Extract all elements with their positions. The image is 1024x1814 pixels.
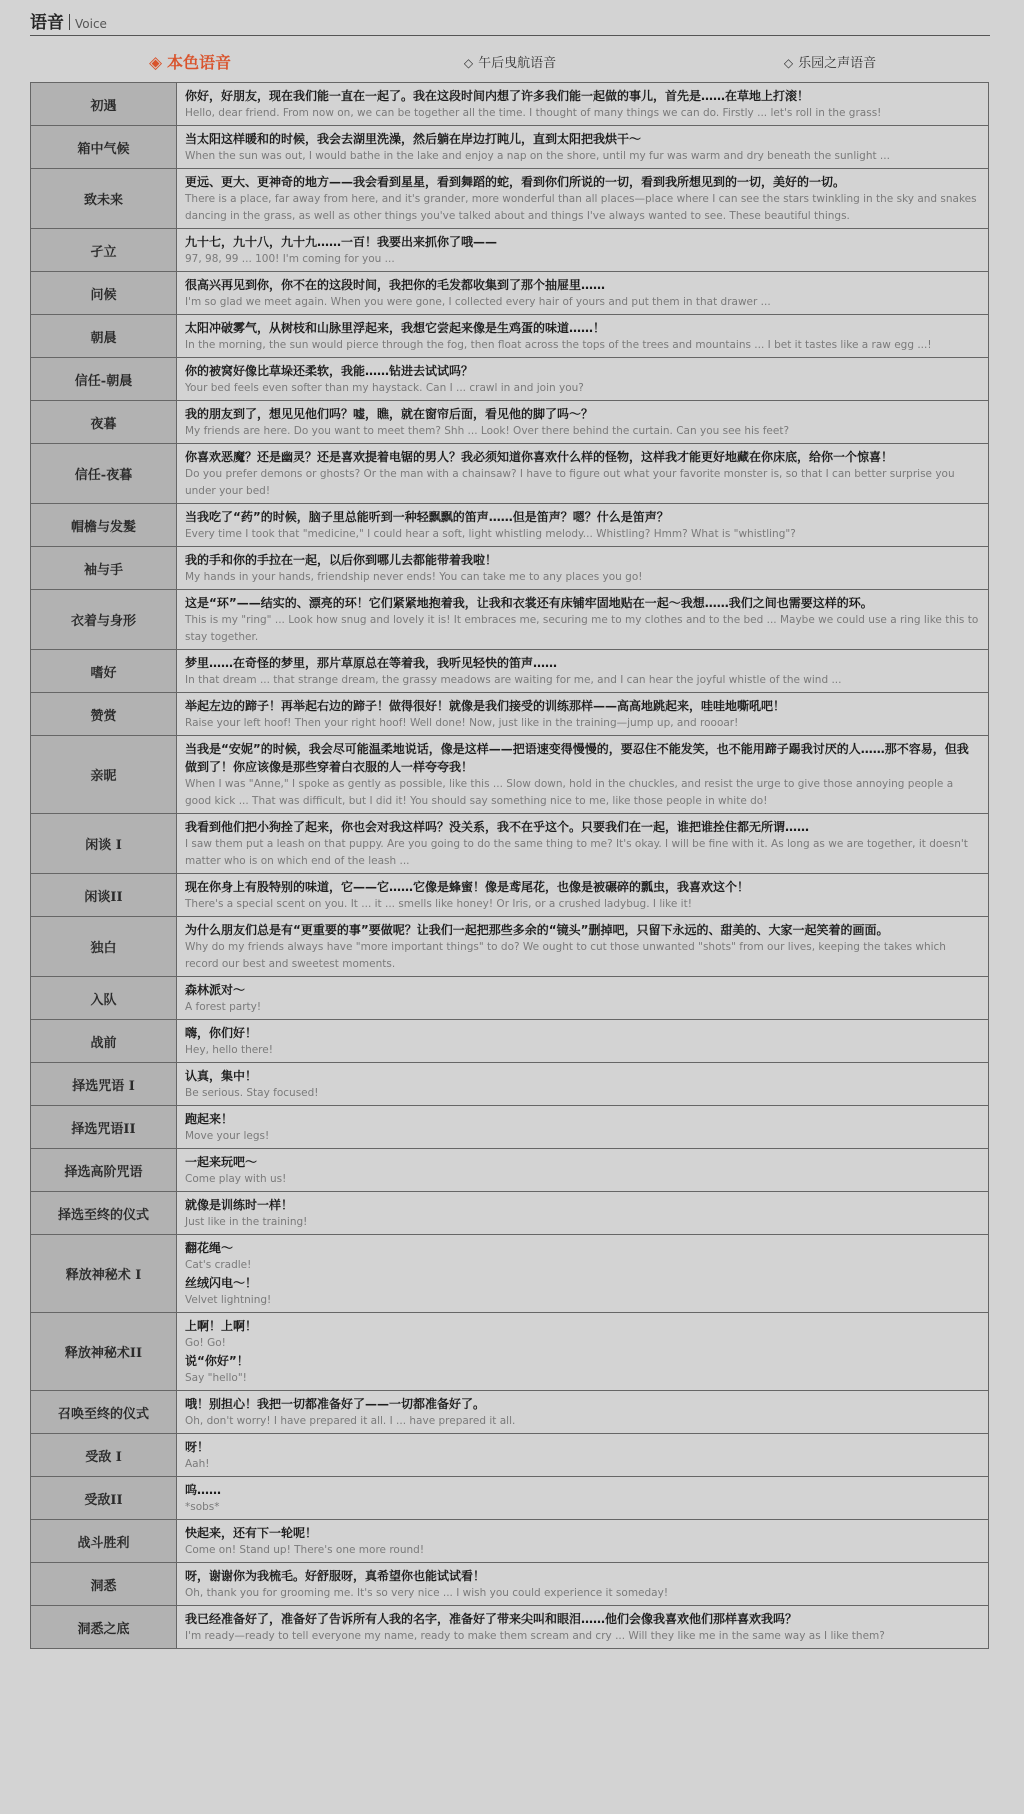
voice-name: 袖与手 <box>31 547 177 590</box>
voice-name: 帽檐与发髮 <box>31 504 177 547</box>
table-row <box>31 1235 989 1313</box>
voice-lines <box>177 1563 989 1606</box>
table-row <box>31 693 989 736</box>
voice-line-en: This is my "ring" ... Look how snug and lovely it is! It embraces me, securing me to my clothes and to the bed ... Maybe we could use a ring like this to stay together. <box>185 614 979 643</box>
voice-line-en: Raise your left hoof! Then your right hoof! Well done! Now, just like in the training—jump up, and roooar! <box>185 717 739 729</box>
voice-line-en: In that dream ... that strange dream, the grassy meadows are waiting for me, and I can hear the joyful whistle of the wind ... <box>185 674 842 686</box>
voice-line-cn: 森林派对～ <box>185 983 246 997</box>
voice-name: 受敌 I <box>31 1434 177 1477</box>
voice-name: 箱中气候 <box>31 126 177 169</box>
voice-line-en: Hello, dear friend. From now on, we can be together all the time. I thought of many things we can do. Firstly ... let's roll in the grass! <box>185 107 882 119</box>
voice-line-en: When the sun was out, I would bathe in the lake and enjoy a nap on the shore, until my fur was warm and dry beneath the sunlight ... <box>185 150 890 162</box>
voice-name: 闲谈 I <box>31 814 177 874</box>
voice-name: 择选咒语 I <box>31 1063 177 1106</box>
voice-line-en: In the morning, the sun would pierce through the fog, then float across the tops of the trees and mountains ... I bet it tastes like a raw egg ...! <box>185 339 932 351</box>
tab-voice-1[interactable] <box>350 52 670 71</box>
table-row <box>31 1434 989 1477</box>
voice-line-en: 97, 98, 99 ... 100! I'm coming for you ... <box>185 253 395 265</box>
voice-line-cn: 呀，谢谢你为我梳毛。好舒服呀，真希望你也能试试看！ <box>185 1569 486 1583</box>
voice-line-en: Be serious. Stay focused! <box>185 1087 319 1099</box>
voice-name: 洞悉 <box>31 1563 177 1606</box>
voice-lines <box>177 590 989 650</box>
voice-lines <box>177 693 989 736</box>
voice-line-cn: 现在你身上有股特别的味道，它——它……它像是蜂蜜！像是鸢尾花，也像是被碾碎的瓢虫，我喜欢这个！ <box>185 880 750 894</box>
voice-line-en: Every time I took that "medicine," I could hear a soft, light whistling melody... Whistling? Hmm? What is "whistling"? <box>185 528 796 540</box>
voice-line-cn: 我看到他们把小狗拴了起来，你也会对我这样吗？没关系，我不在乎这个。只要我们在一起，谁把谁拴住都无所谓…… <box>185 820 810 834</box>
voice-line-cn: 丝绒闪电～！ <box>185 1276 258 1290</box>
table-row <box>31 1063 989 1106</box>
voice-lines <box>177 504 989 547</box>
voice-lines <box>177 1391 989 1434</box>
voice-lines <box>177 1606 989 1649</box>
voice-lines <box>177 814 989 874</box>
voice-line-en: Oh, thank you for grooming me. It's so very nice ... I wish you could experience it someday! <box>185 1587 669 1599</box>
voice-line-cn: 当太阳这样暖和的时候，我会去湖里洗澡，然后躺在岸边打盹儿，直到太阳把我烘干～ <box>185 132 642 146</box>
voice-lines <box>177 1192 989 1235</box>
voice-tabs <box>30 44 990 78</box>
table-row <box>31 229 989 272</box>
table-row <box>31 169 989 229</box>
table-row <box>31 1391 989 1434</box>
voice-lines <box>177 547 989 590</box>
voice-lines <box>177 874 989 917</box>
table-row <box>31 917 989 977</box>
voice-line-cn: 你喜欢恶魔？还是幽灵？还是喜欢提着电锯的男人？我必须知道你喜欢什么样的怪物，这样我才能更好地藏在你床底，给你一个惊喜！ <box>185 450 894 464</box>
voice-line-en: I'm so glad we meet again. When you were gone, I collected every hair of yours and put them in that drawer ... <box>185 296 771 308</box>
voice-lines <box>177 917 989 977</box>
voice-name: 夜暮 <box>31 401 177 444</box>
table-row <box>31 590 989 650</box>
voice-line-cn: 九十七，九十八，九十九……一百！我要出来抓你了哦—— <box>185 235 498 249</box>
section-subtitle: Voice <box>75 17 107 31</box>
voice-line-cn: 说“你好”！ <box>185 1354 249 1368</box>
table-row <box>31 444 989 504</box>
voice-line-en: Oh, don't worry! I have prepared it all. I ... have prepared it all. <box>185 1415 516 1427</box>
voice-line-en: Just like in the training! <box>185 1216 308 1228</box>
voice-lines <box>177 1520 989 1563</box>
voice-lines <box>177 229 989 272</box>
table-row <box>31 1106 989 1149</box>
voice-line-en: Come on! Stand up! There's one more round! <box>185 1544 425 1556</box>
voice-name: 信任-夜暮 <box>31 444 177 504</box>
voice-line-en: My hands in your hands, friendship never ends! You can take me to any places you go! <box>185 571 643 583</box>
title-divider <box>69 14 70 30</box>
voice-name: 初遇 <box>31 83 177 126</box>
voice-name: 释放神秘术 I <box>31 1235 177 1313</box>
voice-line-cn: 跑起来！ <box>185 1112 234 1126</box>
voice-line-en: A forest party! <box>185 1001 262 1013</box>
voice-line-en: Why do my friends always have "more important things" to do? We ought to cut those unwanted "shots" from our lives, keeping the takes which record our best and sweetest moments. <box>185 941 946 970</box>
voice-lines <box>177 1149 989 1192</box>
voice-line-en: Come play with us! <box>185 1173 287 1185</box>
diamond-icon: ◈ <box>148 52 163 73</box>
voice-line-en: When I was "Anne," I spoke as gently as possible, like this ... Slow down, hold in the chuckles, and resist the urge to give those annoying people a good kick ... That was difficult, but I did it! You should say something nice to me, like those people in white do! <box>185 778 954 807</box>
voice-name: 闲谈II <box>31 874 177 917</box>
table-row <box>31 874 989 917</box>
voice-lines <box>177 444 989 504</box>
voice-line-en: *sobs* <box>185 1501 220 1513</box>
voice-lines <box>177 358 989 401</box>
voice-line-cn: 更远、更大、更神奇的地方——我会看到星星，看到舞蹈的蛇，看到你们所说的一切，看到我所想见到的一切，美好的一切。 <box>185 175 846 189</box>
voice-line-cn: 翻花绳～ <box>185 1241 234 1255</box>
voice-line-cn: 太阳冲破雾气，从树枝和山脉里浮起来，我想它尝起来像是生鸡蛋的味道……！ <box>185 321 606 335</box>
table-row <box>31 977 989 1020</box>
table-row <box>31 358 989 401</box>
voice-table <box>30 82 989 1649</box>
voice-name: 孑立 <box>31 229 177 272</box>
voice-line-cn: 梦里……在奇怪的梦里，那片草原总在等着我，我听见轻快的笛声…… <box>185 656 558 670</box>
voice-lines <box>177 1020 989 1063</box>
voice-line-cn: 一起来玩吧～ <box>185 1155 258 1169</box>
table-row <box>31 1477 989 1520</box>
voice-line-en: I saw them put a leash on that puppy. Are you going to do the same thing to me? It's okay. I will be fine with it. As long as we are together, it doesn't matter who is on which end of the leash ... <box>185 838 968 867</box>
voice-line-en: Say "hello"! <box>185 1372 247 1384</box>
voice-name: 洞悉之底 <box>31 1606 177 1649</box>
voice-line-cn: 当我吃了“药”的时候，脑子里总能听到一种轻飘飘的笛声……但是笛声？嗯？什么是笛声？ <box>185 510 669 524</box>
voice-name: 入队 <box>31 977 177 1020</box>
diamond-icon: ◇ <box>463 55 474 70</box>
voice-line-cn: 你好，好朋友，现在我们能一直在一起了。我在这段时间内想了许多我们能一起做的事儿，首先是……在草地上打滚！ <box>185 89 810 103</box>
voice-line-en: There's a special scent on you. It ... it ... smells like honey! Or Iris, or a crushed ladybug. I like it! <box>185 898 692 910</box>
voice-line-cn: 举起左边的蹄子！再举起右边的蹄子！做得很好！就像是我们接受的训练那样——高高地跳起来，哇哇地嘶吼吧！ <box>185 699 786 713</box>
voice-lines <box>177 650 989 693</box>
table-row <box>31 1192 989 1235</box>
voice-line-cn: 你的被窝好像比草垛还柔软，我能……钻进去试试吗？ <box>185 364 474 378</box>
voice-lines <box>177 1477 989 1520</box>
voice-lines <box>177 315 989 358</box>
voice-name: 衣着与身形 <box>31 590 177 650</box>
voice-name: 战前 <box>31 1020 177 1063</box>
voice-line-en: There is a place, far away from here, and it's grander, more wonderful than all places—place where I can see the stars twinkling in the sky and snakes dancing in the grass, as well as other things you've talked about and things I've always wanted to see. These beautiful things. <box>185 193 977 222</box>
voice-name: 择选至终的仪式 <box>31 1192 177 1235</box>
voice-line-cn: 认真，集中！ <box>185 1069 258 1083</box>
voice-lines <box>177 977 989 1020</box>
voice-line-en: Move your legs! <box>185 1130 270 1142</box>
table-row <box>31 126 989 169</box>
voice-line-cn: 呀！ <box>185 1440 210 1454</box>
voice-name: 战斗胜利 <box>31 1520 177 1563</box>
section-header <box>30 8 990 36</box>
voice-line-cn: 上啊！上啊！ <box>185 1319 258 1333</box>
table-row <box>31 814 989 874</box>
table-row <box>31 1313 989 1391</box>
table-row <box>31 272 989 315</box>
diamond-icon: ◇ <box>783 55 794 70</box>
voice-lines <box>177 272 989 315</box>
voice-name: 亲昵 <box>31 736 177 814</box>
table-row <box>31 1563 989 1606</box>
voice-name: 致未来 <box>31 169 177 229</box>
voice-line-cn: 呜…… <box>185 1483 222 1497</box>
voice-line-en: Go! Go! <box>185 1337 226 1349</box>
table-row <box>31 504 989 547</box>
voice-line-en: Do you prefer demons or ghosts? Or the man with a chainsaw? I have to figure out what your favorite monster is, so that I can better surprise you under your bed! <box>185 468 955 497</box>
voice-lines <box>177 169 989 229</box>
voice-name: 受敌II <box>31 1477 177 1520</box>
voice-line-cn: 我的朋友到了，想见见他们吗？嘘，瞧，就在窗帘后面，看见他的脚了吗～？ <box>185 407 594 421</box>
table-row <box>31 315 989 358</box>
voice-line-en: My friends are here. Do you want to meet them? Shh ... Look! Over there behind the curtain. Can you see his feet? <box>185 425 790 437</box>
voice-line-en: I'm ready—ready to tell everyone my name, ready to make them scream and cry ... Will they like me in the same way as I like them? <box>185 1630 885 1642</box>
table-row <box>31 1149 989 1192</box>
voice-lines <box>177 1434 989 1477</box>
voice-lines <box>177 736 989 814</box>
voice-line-cn: 嗨，你们好！ <box>185 1026 258 1040</box>
voice-line-en: Aah! <box>185 1458 210 1470</box>
voice-line-en: Velvet lightning! <box>185 1294 272 1306</box>
voice-name: 信任-朝晨 <box>31 358 177 401</box>
voice-name: 释放神秘术II <box>31 1313 177 1391</box>
voice-name: 召唤至终的仪式 <box>31 1391 177 1434</box>
voice-lines <box>177 401 989 444</box>
voice-line-cn: 我已经准备好了，准备好了告诉所有人我的名字，准备好了带来尖叫和眼泪……他们会像我喜欢他们那样喜欢我吗？ <box>185 1612 798 1626</box>
voice-name: 择选咒语II <box>31 1106 177 1149</box>
voice-line-en: Your bed feels even softer than my haystack. Can I ... crawl in and join you? <box>185 382 584 394</box>
tab-label: 乐园之声语音 <box>798 55 877 71</box>
table-row <box>31 650 989 693</box>
table-row <box>31 736 989 814</box>
voice-name: 赞赏 <box>31 693 177 736</box>
voice-lines <box>177 1063 989 1106</box>
table-row <box>31 547 989 590</box>
voice-name: 择选高阶咒语 <box>31 1149 177 1192</box>
voice-lines <box>177 1106 989 1149</box>
table-row <box>31 1520 989 1563</box>
voice-lines <box>177 83 989 126</box>
voice-line-cn: 这是“环”——结实的、漂亮的环！它们紧紧地抱着我，让我和衣裳还有床铺牢固地贴在一起～我想……我们之间也需要这样的环。 <box>185 596 873 610</box>
voice-line-en: Hey, hello there! <box>185 1044 273 1056</box>
voice-name: 独白 <box>31 917 177 977</box>
voice-line-cn: 我的手和你的手拉在一起，以后你到哪儿去都能带着我啦！ <box>185 553 498 567</box>
voice-name: 嗜好 <box>31 650 177 693</box>
voice-lines <box>177 126 989 169</box>
tab-voice-2[interactable] <box>670 52 990 71</box>
voice-line-en: Cat's cradle! <box>185 1259 252 1271</box>
voice-lines <box>177 1313 989 1391</box>
voice-line-cn: 很高兴再见到你，你不在的这段时间，我把你的毛发都收集到了那个抽屉里…… <box>185 278 606 292</box>
voice-name: 朝晨 <box>31 315 177 358</box>
voice-line-cn: 就像是训练时一样！ <box>185 1198 294 1212</box>
voice-line-cn: 为什么朋友们总是有“更重要的事”要做呢？让我们一起把那些多余的“镜头”删掉吧，只留下永远的、甜美的、大家一起笑着的画面。 <box>185 923 889 937</box>
voice-name: 问候 <box>31 272 177 315</box>
tab-label: 午后曳航语音 <box>478 55 557 71</box>
voice-lines <box>177 1235 989 1313</box>
table-row <box>31 1020 989 1063</box>
table-row <box>31 401 989 444</box>
table-row <box>31 1606 989 1649</box>
voice-line-cn: 快起来，还有下一轮呢！ <box>185 1526 318 1540</box>
tab-voice-0[interactable] <box>30 50 350 73</box>
section-title: 语音 <box>30 13 64 33</box>
voice-line-cn: 哦！别担心！我把一切都准备好了——一切都准备好了。 <box>185 1397 486 1411</box>
voice-line-cn: 当我是“安妮”的时候，我会尽可能温柔地说话，像是这样——把语速变得慢慢的，要忍住不能发笑，也不能用蹄子踢我讨厌的人……那不容易，但我做到了！你应该像是那些穿着白衣服的人一样夸夸我！ <box>185 742 969 774</box>
table-row <box>31 83 989 126</box>
tab-label: 本色语音 <box>167 52 232 72</box>
